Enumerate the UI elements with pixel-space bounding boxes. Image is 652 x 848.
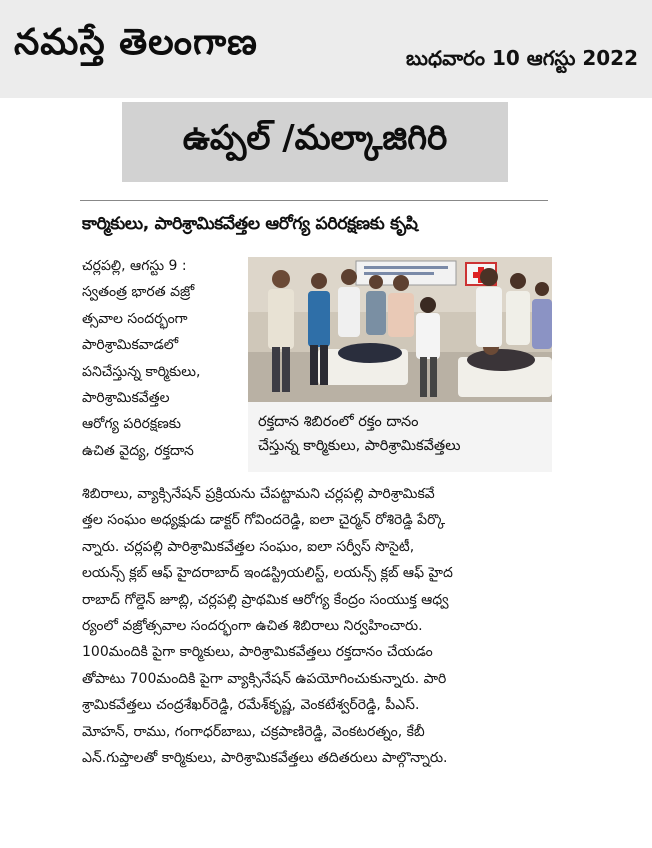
body-line: 100మందికి పైగా కార్మికులు, పారిశ్రామికవేత్తలు రక్తదానం చేయడం [82,644,433,661]
lead-line: ఆరోగ్య పరిరక్షణకు [82,416,181,433]
body-line: మోహన్, రాము, గంగాధర్‌బాబు, చక్రపాణిరెడ్డి, వెంకటరత్నం, కేబీ [82,723,425,740]
lead-line: పనిచేస్తున్న కార్మికులు, [82,363,201,380]
body-line: తోపాటు 700మందికి పైగా వ్యాక్సినేషన్ ఉపయోగించుకున్నారు. పారి [82,670,447,687]
article-lead [82,253,240,464]
headline-divider [80,200,548,201]
photo-caption-box [248,402,552,472]
body-line: న్నారు. చర్లపల్లి పారిశ్రామికవేత్తల సంఘం, ఐలా సర్వీస్ సొసైటీ, [82,538,415,555]
body-line: శిబిరాలు, వ్యాక్సినేషన్ ప్రక్రియను చేపట్టామని చర్లపల్లి పారిశ్రామికవే [82,486,435,502]
lead-line: చర్లపల్లి, ఆగస్టు 9 : [82,258,187,274]
lead-line: స్వతంత్ర భారత వజ్రో [82,284,195,301]
newspaper-name: నమస్తే తెలంగాణ [14,22,258,63]
lead-line: పారిశ్రామికవేత్తల [82,390,170,407]
body-line: రాబాద్ గోల్డెన్ జూబ్లి, చర్లపల్లి ప్రాథమిక ఆరోగ్య కేంద్రం సంయుక్త ఆధ్వ [82,591,449,608]
edition-banner [122,102,508,182]
body-line: ర్యంలో వజ్రోత్సవాల సందర్భంగా ఉచిత శిబిరాలు నిర్వహించారు. [82,618,423,635]
body-line: లయన్స్ క్లబ్ ఆఫ్ హైదరాబాద్ ఇండస్ట్రియలిస్ట్, లయన్స్ క్లబ్ ఆఫ్ హైద [82,565,453,582]
caption-line: రక్తదాన శిబిరంలో రక్తం దానం [258,414,419,430]
article-body [82,481,552,771]
lead-line: పారిశ్రామికవాడలో [82,337,179,354]
body-line: శ్రామికవేత్తలు చంద్రశేఖర్‌రెడ్డి, రమేశ్‌కృష్ణ, వెంకటేశ్వర్‌రెడ్డి, పీఎస్. [82,697,420,714]
blood-donation-photo [248,257,552,402]
article-photo-block [248,257,552,472]
caption-line: చేస్తున్న కార్మికులు, పారిశ్రామికవేత్తలు [258,438,461,454]
masthead [0,0,652,98]
body-line: త్తల సంఘం అధ్యక్షుడు డాక్టర్ గోవిందరెడ్డి, ఐలా చైర్మన్ రోశిరెడ్డి పేర్కొ [82,512,446,529]
photo-caption [258,410,548,458]
lead-line: ఉచిత వైద్య, రక్తదాన [82,442,194,459]
lead-line: త్సవాల సందర్భంగా [82,310,188,327]
issue-date: బుధవారం 10 ఆగస్టు 2022 [406,46,638,70]
article-headline: కార్మికులు, పారిశ్రామికవేత్తల ఆరోగ్య పరిరక్షణకు కృషి [82,214,418,234]
edition-name: ఉప్పల్ /మల్కాజిగిరి [182,118,448,158]
photo-illustration [248,257,552,402]
body-line: ఎన్.గుప్తాలతో కార్మికులు, పారిశ్రామికవేత్తలు తదితరులు పాల్గొన్నారు. [82,750,448,767]
